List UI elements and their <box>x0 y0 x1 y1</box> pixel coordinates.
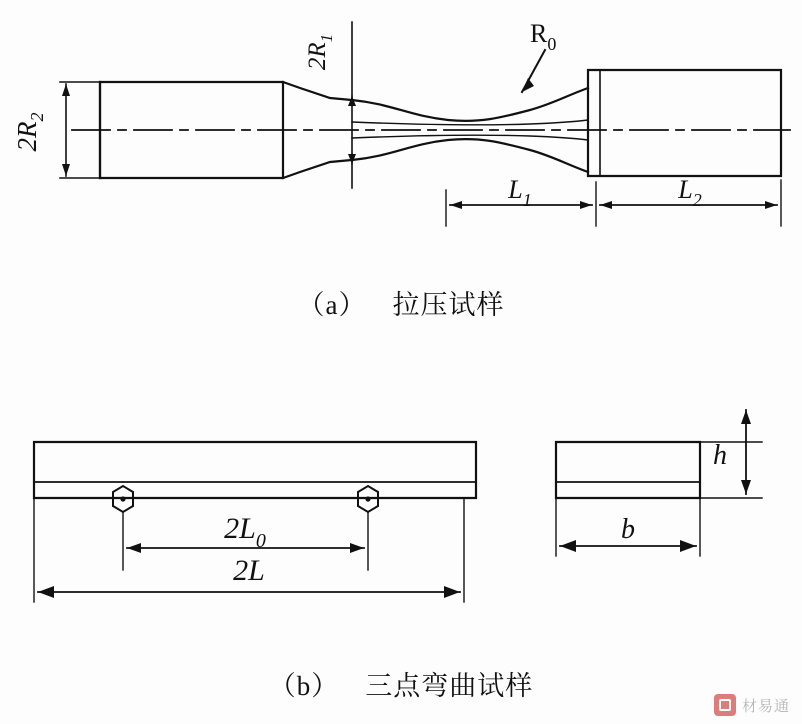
panel-a-labels <box>12 19 702 210</box>
label-2r1: $2R_1$ <box>304 33 336 71</box>
label-r0: $R_0$ <box>530 19 557 54</box>
beam-outline <box>34 442 476 498</box>
label-2l: 2L <box>233 554 265 587</box>
caption-b-label: （b） <box>268 671 340 701</box>
caption-a-text: 拉压试样 <box>392 290 505 320</box>
caption-panel-b <box>0 664 802 703</box>
right-grip-outline <box>588 70 781 176</box>
label-2l0: $2L_0$ <box>224 512 266 552</box>
cross-section-outline <box>556 442 700 498</box>
caption-b-text: 三点弯曲试样 <box>365 671 534 701</box>
watermark <box>714 694 790 716</box>
watermark-text: 材易通 <box>741 697 790 715</box>
label-b: b <box>621 514 635 545</box>
label-l1: $L_1$ <box>508 175 532 210</box>
label-h: h <box>713 440 727 471</box>
label-2r2: $2R_2$ <box>12 112 47 152</box>
caption-panel-a <box>0 283 802 322</box>
square-logo-icon <box>714 694 736 716</box>
left-grip-outline <box>100 82 283 178</box>
label-l2: $L_2$ <box>678 175 702 210</box>
caption-a-label: （a） <box>297 290 367 320</box>
